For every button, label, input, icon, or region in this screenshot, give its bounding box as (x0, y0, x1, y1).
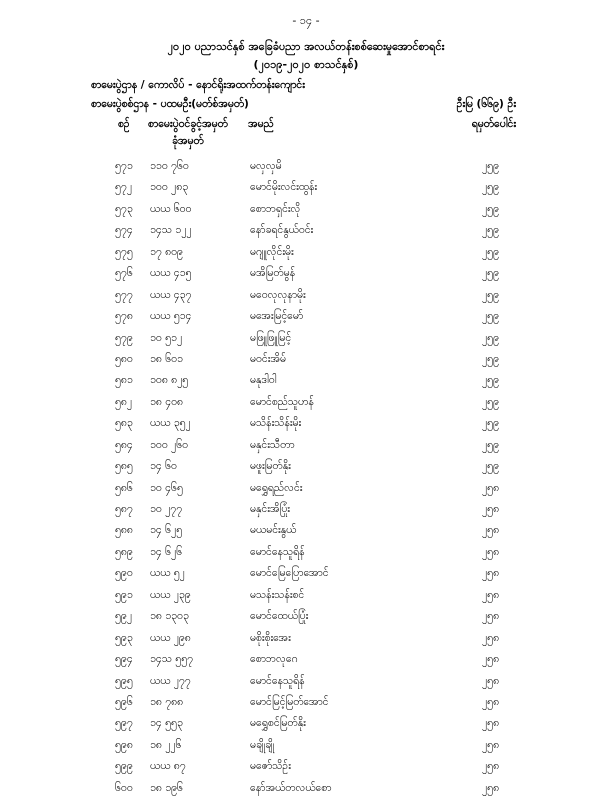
total-score: ၂၅၉ (482, 395, 499, 408)
table-row (0, 396, 612, 417)
table-row (0, 460, 612, 481)
roll-number: ယယ ၆၀၀ (150, 202, 192, 215)
student-name: မသန်းသန်းစင် (250, 588, 305, 601)
total-score: ၂၅၈ (482, 653, 500, 666)
table-row (0, 675, 612, 696)
table-row (0, 181, 612, 202)
table-row (0, 310, 612, 331)
row-number: ၅၇၃ (115, 202, 133, 215)
row-number: ၅၈၀ (115, 352, 133, 365)
student-name: မဝေလုလုနာမိုး (250, 288, 306, 301)
table-row (0, 203, 612, 224)
roll-number: ယယ ၄၁၅ (150, 267, 192, 280)
row-number: ၅၇၇ (115, 288, 133, 301)
student-name: မအိမြတ်မွန် (250, 267, 296, 280)
center-line: စာမေးပွဲစစ်ဌာန - ပထမဦး(မတ်စ်အမှတ်) (91, 98, 249, 110)
roll-number: ၁၈ ၇၈၈ (150, 695, 184, 708)
results-list (0, 160, 612, 803)
student-name: မချိုချို (250, 738, 275, 751)
table-row (0, 267, 612, 288)
roll-number: ၁၈ ၁၉၆ (150, 781, 183, 794)
student-name: မဖူးမြတ်နိုး (250, 460, 291, 473)
total-score: ၂၅၈ (482, 567, 500, 580)
table-row (0, 567, 612, 588)
total-score: ၂၅၉ (482, 417, 499, 430)
student-name: မောင်မြေပြောအောင် (250, 567, 329, 580)
total-score: ၂၅၈ (482, 695, 500, 708)
header-total: ရမှတ်ပေါင်း (471, 118, 516, 130)
total-score: ၂၅၉ (482, 331, 499, 344)
row-number: ၅၈၇ (115, 503, 133, 515)
total-score: ၂၅၉ (482, 202, 499, 215)
table-row (0, 417, 612, 438)
student-name: မလှလှမိ (250, 160, 282, 172)
row-number: ၅၉၈ (115, 738, 133, 751)
roll-number: ယယ ၈၇ (150, 760, 186, 773)
total-score: ၂၅၈ (482, 717, 500, 730)
student-name: မနုဒါဝါ (250, 374, 277, 387)
student-name: မောင်ထေယ်ပြုံး (250, 610, 309, 623)
student-name: မစိုးစိုးအေး (250, 631, 291, 644)
header-no: စဉ် (118, 118, 130, 130)
student-name: မောင်စည်သူဟန် (250, 395, 314, 408)
table-row (0, 696, 612, 717)
row-number: ၅၈၃ (115, 417, 133, 430)
total-score: ၂၅၉ (482, 460, 499, 473)
row-number: ၅၈၂ (115, 395, 133, 408)
roll-number: ၁၄ ၆၂၆ (150, 545, 183, 558)
total-score: ၂၅၈ (482, 481, 500, 494)
roll-number: ၁၈ ၄၀၈ (150, 395, 184, 408)
total-score: ၂၅၈ (482, 503, 500, 515)
row-number: ၅၉၀ (115, 567, 133, 580)
table-row (0, 353, 612, 374)
roll-number: ၁၈ ၁၃၀၃ (150, 610, 189, 623)
student-name: မဝင်းအိမ် (250, 352, 287, 365)
exam-line: စာမေးပွဲဌာန / ကောလိပ် - နောင်ရိုးအထက်တန်းကျောင်း (91, 79, 305, 91)
total-score: ၂၅၉ (482, 267, 499, 280)
total-score: ၂၅၈ (482, 610, 500, 623)
total-score: ၂၅၉ (482, 310, 499, 323)
roll-number: ၁၀ ၂၇၇ (150, 503, 183, 515)
total-score: ၂၅၉ (482, 288, 499, 301)
total-score: ၂၅၉ (482, 352, 499, 365)
student-name: မယမင်းနွယ် (250, 524, 297, 537)
row-number: ၅၉၇ (115, 717, 133, 730)
total-score: ၂၅၉ (482, 374, 499, 387)
date-line: ဦးမြ (၆၆၉) ဦး (456, 98, 516, 110)
roll-number: ၁၄ ၆၂၅ (150, 524, 183, 537)
table-row (0, 546, 612, 567)
row-number: ၆၀၀ (115, 781, 133, 794)
roll-number: ယယ ၂၉၈ (150, 631, 191, 644)
row-number: ၅၉၃ (115, 631, 133, 644)
row-number: ၅၈၄ (115, 438, 133, 451)
roll-number: ယယ ၂၇၇ (150, 674, 191, 687)
roll-number: ၁၁၀ ၇၆၀ (150, 160, 189, 172)
student-name: မနှင်းအိပြုံး (250, 503, 290, 515)
roll-number: ၁၄ ၆၀ (150, 460, 177, 473)
row-number: ၅၇၁ (115, 160, 133, 172)
table-row (0, 289, 612, 310)
roll-number: ၁၄သ ၁၂၂ (150, 224, 192, 237)
table-row (0, 760, 612, 781)
total-score: ၂၅၈ (482, 760, 500, 773)
table-row (0, 717, 612, 738)
table-row (0, 632, 612, 653)
roll-number: ၁၀၀ ၂၆၀ (150, 438, 189, 451)
table-row (0, 482, 612, 503)
student-name: စောဘလုဂေ (250, 653, 298, 666)
roll-number: ၁၄သ ၅၅၇ (150, 653, 194, 666)
row-number: ၅၉၅ (115, 674, 133, 687)
student-name: မဂျူလိုင်းမိုး (250, 245, 294, 258)
student-name: မဖြူဖြူမြင့် (250, 331, 292, 344)
table-row (0, 524, 612, 545)
header-name: အမည် (248, 118, 274, 130)
student-name: စောဘရှင်းလို (250, 202, 301, 215)
table-row (0, 653, 612, 674)
total-score: ၂၅၈ (482, 781, 500, 794)
roll-number: ၁၄ ၅၅၃ (150, 717, 183, 730)
student-name: မအေးမြင့်မော် (250, 310, 304, 323)
table-row (0, 224, 612, 245)
row-number: ၅၇၄ (115, 224, 133, 237)
student-name: မောင်မြင့်မြတ်အောင် (250, 695, 329, 708)
student-name: မရွှေရည်လင်း (250, 481, 303, 494)
student-name: မသိန်းသိန်းမိုး (250, 417, 302, 430)
table-row (0, 332, 612, 353)
document-subtitle: (၂၀၁၉-၂၀၂၀ စာသင်နှစ်) (253, 58, 359, 71)
roll-number: ယယ ၅၁၄ (150, 310, 192, 323)
row-number: ၅၈၈ (115, 524, 133, 537)
row-number: ၅၈၅ (115, 460, 133, 473)
roll-number: ၁၀၀ ၂၈၃ (150, 181, 189, 194)
roll-number: ၁၀၈ ၈၂၅ (150, 374, 189, 387)
row-number: ၅၉၆ (115, 695, 133, 708)
total-score: ၂၅၉ (482, 224, 499, 237)
student-name: မောင်နေသူရိန် (250, 545, 305, 558)
roll-number: ၁၀ ၅၁၂ (150, 331, 183, 344)
student-name: မောင်မိုးလင်းထွန်း (250, 181, 318, 194)
roll-number: ၁၈ ၆၀၁ (150, 352, 183, 365)
roll-number: ယယ ၂၃၉ (150, 588, 191, 601)
page-number: - ၁၄ - (292, 14, 320, 27)
table-row (0, 503, 612, 524)
row-number: ၅၇၉ (115, 331, 133, 344)
row-number: ၅၈၆ (115, 481, 133, 494)
row-number: ၅၉၂ (115, 610, 132, 623)
student-name: မဇော်သိဉ်း (250, 760, 291, 773)
student-name: မရွှေစင်မြတ်နိုး (250, 717, 306, 730)
total-score: ၂၅၈ (482, 524, 500, 537)
header-roll: စာမေးပွဲဝင်ခွင့်အမှတ် (148, 118, 228, 130)
row-number: ၅၉၁ (115, 588, 133, 601)
student-name: မနှင်းသီတာ (250, 438, 295, 451)
total-score: ၂၅၉ (482, 181, 499, 194)
row-number: ၅၈၁ (115, 374, 133, 387)
total-score: ၂၅၉ (482, 245, 499, 258)
table-row (0, 782, 612, 803)
table-row (0, 439, 612, 460)
row-number: ၅၇၆ (115, 267, 133, 280)
total-score: ၂၅၈ (482, 738, 500, 751)
row-number: ၅၇၅ (115, 245, 133, 258)
row-number: ၅၇၈ (115, 310, 133, 323)
row-number: ၅၈၉ (115, 545, 133, 558)
roll-number: ယယ ၃၅၂ (150, 417, 191, 430)
table-row (0, 160, 612, 181)
total-score: ၂၅၈ (482, 588, 500, 601)
total-score: ၂၅၈ (482, 631, 500, 644)
row-number: ၅၉၉ (115, 760, 133, 773)
document-title: ၂၀၂၀ ပညာသင်နှစ် အခြေခံပညာ အလယ်တန်းစစ်ဆေးမှုအောင်စာရင်း (167, 40, 445, 53)
student-name: မောင်နေသူရိန် (250, 674, 305, 687)
header-roll-second-line: ခုံအမှတ် (172, 135, 204, 147)
roll-number: ၁၀ ၄၆၅ (150, 481, 183, 494)
total-score: ၂၅၈ (482, 674, 500, 687)
row-number: ၅၇၂ (115, 181, 132, 194)
student-name: နော်အယ်တလယ်စော (250, 781, 332, 794)
table-row (0, 589, 612, 610)
table-row (0, 610, 612, 631)
student-name: နော်ခရင်နွယ်ဝင်း (250, 224, 314, 237)
total-score: ၂၅၉ (482, 438, 499, 451)
roll-number: ၁၈ ၂၂၆ (150, 738, 182, 751)
table-row (0, 374, 612, 395)
table-row (0, 246, 612, 267)
table-row (0, 739, 612, 760)
total-score: ၂၅၈ (482, 545, 500, 558)
row-number: ၅၉၄ (115, 653, 133, 666)
roll-number: ယယ ၅၂ (150, 567, 185, 580)
total-score: ၂၅၉ (482, 160, 499, 172)
roll-number: ၁၇ ၈၀၉ (150, 245, 183, 258)
roll-number: ယယ ၄၃၇ (150, 288, 192, 301)
